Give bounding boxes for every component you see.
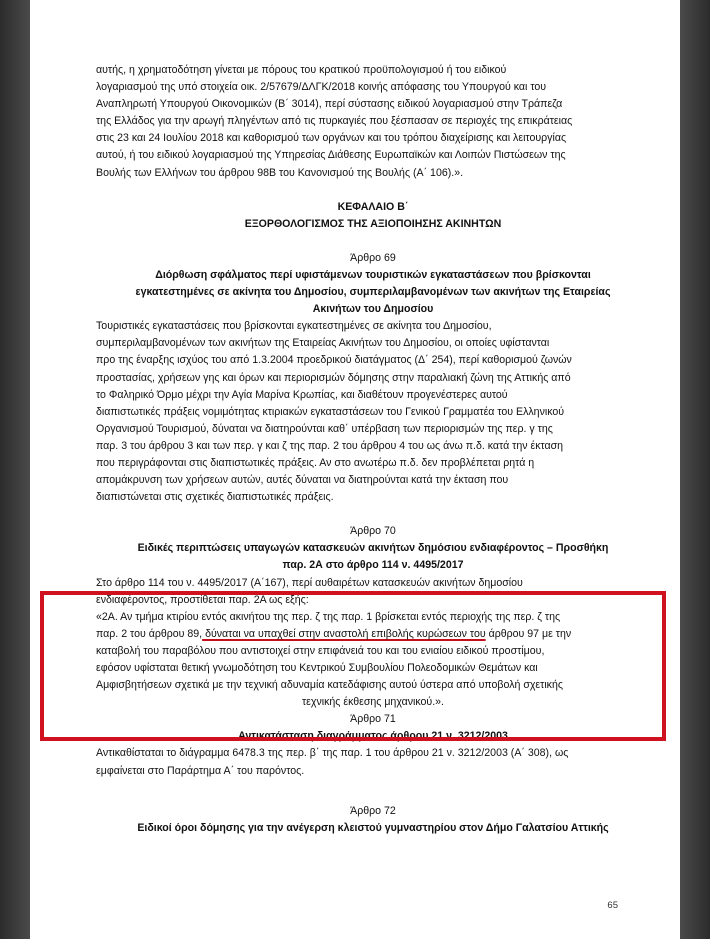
- text-line: που περιγράφονται στις διαπιστωτικές πράξεις. Αν στο ανωτέρω π.δ. δεν προβλέπεται ρητά η: [96, 456, 535, 469]
- text-line: εμφαίνεται στο Παράρτημα Α΄ του παρόντος.: [96, 764, 305, 777]
- text-line: παρ. 3 του άρθρου 3 και των περ. γ και ζ της παρ. 2 του άρθρου 4 του ως άνω π.δ. κατά την έκταση: [96, 439, 564, 452]
- text-line: Αντικαθίσταται το διάγραμμα 6478.3 της περ. β΄ της παρ. 1 του άρθρου 21 ν. 3212/2003 (Α΄ 308), ως: [96, 747, 569, 760]
- article-71: [96, 711, 650, 779]
- article-number: Άρθρο 70: [350, 525, 396, 538]
- article-number: Άρθρο 72: [350, 804, 396, 817]
- text-segment: άρθρου 97 με την: [485, 627, 572, 640]
- article-title: Ειδικοί όροι δόμησης για την ανέγερση κλειστού γυμναστηρίου στον Δήμο Γαλατσίου Αττικής: [137, 821, 609, 834]
- text-line: συμπεριλαμβανομένων των ακινήτων της Εταιρείας Ακινήτων του Δημοσίου, οι οποίες υφίστανται: [96, 337, 550, 350]
- chapter-title: ΕΞΟΡΘΟΛΟΓΙΣΜΟΣ ΤΗΣ ΑΞΙΟΠΟΙΗΣΗΣ ΑΚΙΝΗΤΩΝ: [244, 217, 502, 230]
- article-title-line: παρ. 2Α στο άρθρο 114 ν. 4495/2017: [282, 559, 464, 572]
- page-number: 65: [607, 900, 618, 911]
- text-line: απομάκρυνση των χρήσεων αυτών, αυτές δύναται να διατηρούνται κατά την έκταση που: [96, 474, 509, 487]
- text-line: τεχνικής έκθεσης μηχανικού.».: [301, 696, 445, 709]
- document-page: [30, 0, 680, 939]
- article-72: [96, 803, 650, 837]
- text-line: Τουριστικές εγκαταστάσεις που βρίσκονται εγκατεστημένες σε ακίνητα του Δημοσίου,: [96, 320, 492, 333]
- article-title: Αντικατάσταση διαγράμματος άρθρου 21 ν. 3212/2003: [238, 730, 508, 743]
- text-line: εφόσον υφίσταται θετική γνωμοδότηση του Κεντρικού Συμβουλίου Πολεοδομικών Θεμάτων και: [96, 662, 538, 674]
- text-line-highlighted: [96, 626, 650, 643]
- underlined-phrase: δύναται να υπαχθεί στην αναστολή επιβολής κυρώσεων του: [202, 627, 486, 640]
- article-title-line: Ακινήτων του Δημοσίου: [312, 303, 434, 316]
- text-line: «2Α. Αν τμήμα κτιρίου εντός ακινήτου της περ. ζ της παρ. 1 βρίσκεται εντός περιοχής της περ. ζ της: [96, 610, 561, 623]
- article-title-line: Διόρθωση σφάλματος περί υφιστάμενων τουριστικών εγκαταστάσεων που βρίσκονται: [155, 268, 591, 281]
- article-number: Άρθρο 71: [350, 713, 396, 726]
- text-line: αυτού, ή του ειδικού λογαριασμού της Υπηρεσίας Διάθεσης Ευρωπαϊκών και Λοιπών Πιστώσεων της: [96, 149, 566, 162]
- text-line: καταβολή του παραβόλου που αντιστοιχεί στην επιφάνειά του και του ενιαίου ειδικού προστίμου,: [96, 644, 545, 657]
- article-number: Άρθρο 69: [350, 251, 396, 264]
- text-line: το Φαληρικό Όρμο μέχρι την Αγία Μαρίνα Κρωπίας, και διαθέτουν προγενέστερες αυτού: [96, 388, 508, 401]
- article-69: [96, 250, 650, 506]
- article-70: [96, 523, 650, 711]
- page-content: [96, 62, 650, 837]
- text-line: Αναπληρωτή Υπουργού Οικονομικών (Β΄ 3014), περί σύστασης ειδικού λογαριασμού στην Τράπεζα: [96, 98, 563, 111]
- text-line: στις 23 και 24 Ιουλίου 2018 και καθορισμού των οργάνων και του τρόπου διαχείρισης και λειτουργίας: [96, 132, 567, 145]
- text-line: λογαριασμού της υπό στοιχεία οικ. 2/57679/ΔΛΓΚ/2018 κοινής απόφασης του Υπουργού και του: [96, 81, 547, 94]
- text-line: Αμφισβητήσεων σχετικά με την τεχνική αδυναμία κατεδάφισης αυτού ύστερα από υποβολή σχετικής: [96, 679, 563, 692]
- article-title-line: Ειδικές περιπτώσεις υπαγωγών κατασκευών ακινήτων δημόσιου ενδιαφέροντος – Προσθήκη: [137, 542, 609, 555]
- text-line: προστασίας, χρήσεων γης και όρων και περιορισμών δόμησης στην παραλιακή ζώνη της Αττικής από: [96, 371, 571, 384]
- article-title-line: εγκατεστημένες σε ακίνητα του Δημοσίου, συμπεριλαμβανομένων των ακινήτων της Εταιρείας: [135, 286, 611, 299]
- intro-paragraph: [96, 62, 650, 182]
- text-segment: παρ. 2 του άρθρου 89,: [96, 627, 203, 640]
- text-line: διαπιστώνεται στις σχετικές διαπιστωτικές πράξεις.: [96, 491, 334, 504]
- text-line: Βουλής των Ελλήνων του άρθρου 98Β του Κανονισμού της Βουλής (Α΄ 106).».: [96, 166, 464, 179]
- text-line: ενδιαφέροντος, προστίθεται παρ. 2Α ως εξής:: [96, 593, 309, 606]
- text-line: Στο άρθρο 114 του ν. 4495/2017 (Α΄167), περί αυθαιρέτων κατασκευών ακινήτων δημοσίου: [96, 576, 523, 589]
- text-line: της Ελλάδος για την αρωγή πληγέντων από τις πυρκαγιές που ξέσπασαν σε περιοχές της επικράτειας: [96, 115, 573, 128]
- text-line: αυτής, η χρηματοδότηση γίνεται με πόρους του κρατικού προϋπολογισμού ή του ειδικού: [96, 64, 507, 76]
- text-line: Οργανισμού Τουρισμού, δύναται να διατηρούνται καθ΄ υπέρβαση των περιορισμών της περ. γ της: [96, 422, 553, 435]
- text-line: προ της έναρξης ισχύος του από 1.3.2004 προεδρικού διατάγματος (Δ΄ 254), περί καθορισμού ζωνών: [96, 354, 572, 367]
- scan-left-margin: [0, 0, 30, 939]
- text-line: διαπιστωτικές πράξεις νομιμότητας κτιριακών εγκαταστάσεων του Γενικού Γραμματέα του Ελληνικού: [96, 405, 565, 418]
- scan-right-margin: [680, 0, 710, 939]
- chapter-label: ΚΕΦΑΛΑΙΟ Β΄: [337, 200, 409, 213]
